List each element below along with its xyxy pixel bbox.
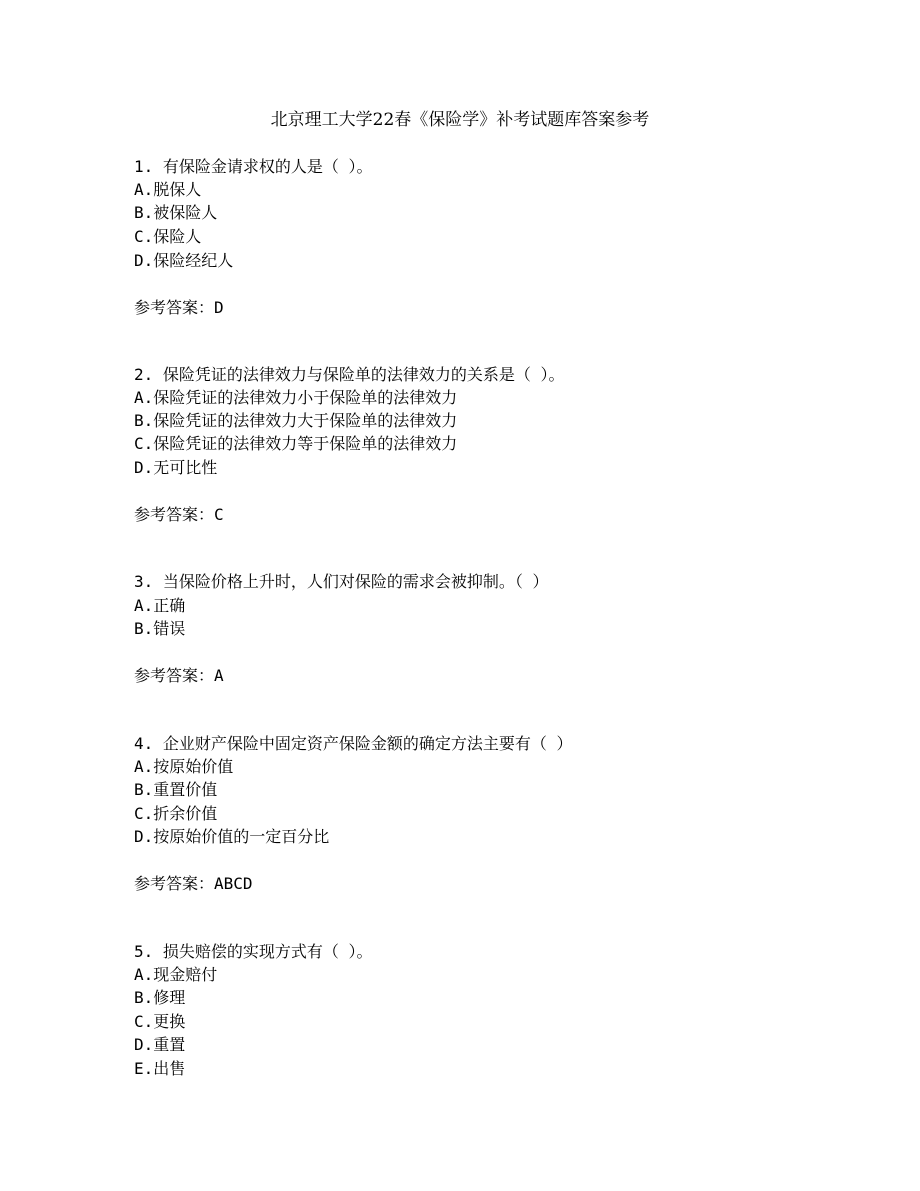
question-4-stem: 4. 企业财产保险中固定资产保险金额的确定方法主要有（ ）	[134, 734, 573, 753]
document-title: 北京理工大学22春《保险学》补考试题库答案参考	[270, 110, 650, 130]
question-2-option-b: B.保险凭证的法律效力大于保险单的法律效力	[134, 411, 458, 430]
question-1-option-c: C.保险人	[134, 227, 202, 246]
question-4-option-a: A.按原始价值	[134, 757, 234, 776]
question-5-option-d: D.重置	[134, 1035, 186, 1054]
question-2-option-d: D.无可比性	[134, 458, 218, 477]
question-3-option-b: B.错误	[134, 619, 186, 638]
question-1-option-b: B.被保险人	[134, 203, 218, 222]
question-4-answer: 参考答案：ABCD	[134, 874, 253, 893]
question-5-option-a: A.现金赔付	[134, 965, 218, 984]
question-5-option-e: E.出售	[134, 1059, 186, 1078]
question-2-stem: 2. 保险凭证的法律效力与保险单的法律效力的关系是（ ）。	[134, 365, 565, 384]
question-1-answer: 参考答案：D	[134, 298, 224, 317]
question-4-option-c: C.折余价值	[134, 804, 218, 823]
question-5-stem: 5. 损失赔偿的实现方式有（ ）。	[134, 942, 373, 961]
question-2-option-a: A.保险凭证的法律效力小于保险单的法律效力	[134, 388, 458, 407]
question-5-option-c: C.更换	[134, 1012, 186, 1031]
question-3-answer: 参考答案：A	[134, 666, 224, 685]
question-2-option-c: C.保险凭证的法律效力等于保险单的法律效力	[134, 434, 458, 453]
question-1-option-a: A.脱保人	[134, 180, 202, 199]
question-1-stem: 1. 有保险金请求权的人是（ ）。	[134, 157, 373, 176]
question-3-stem: 3. 当保险价格上升时，人们对保险的需求会被抑制。（ ）	[134, 572, 549, 591]
question-4-option-b: B.重置价值	[134, 780, 218, 799]
question-4-option-d: D.按原始价值的一定百分比	[134, 827, 330, 846]
question-5-option-b: B.修理	[134, 988, 186, 1007]
question-1-option-d: D.保险经纪人	[134, 251, 234, 270]
question-2-answer: 参考答案：C	[134, 505, 224, 524]
question-3-option-a: A.正确	[134, 596, 186, 615]
